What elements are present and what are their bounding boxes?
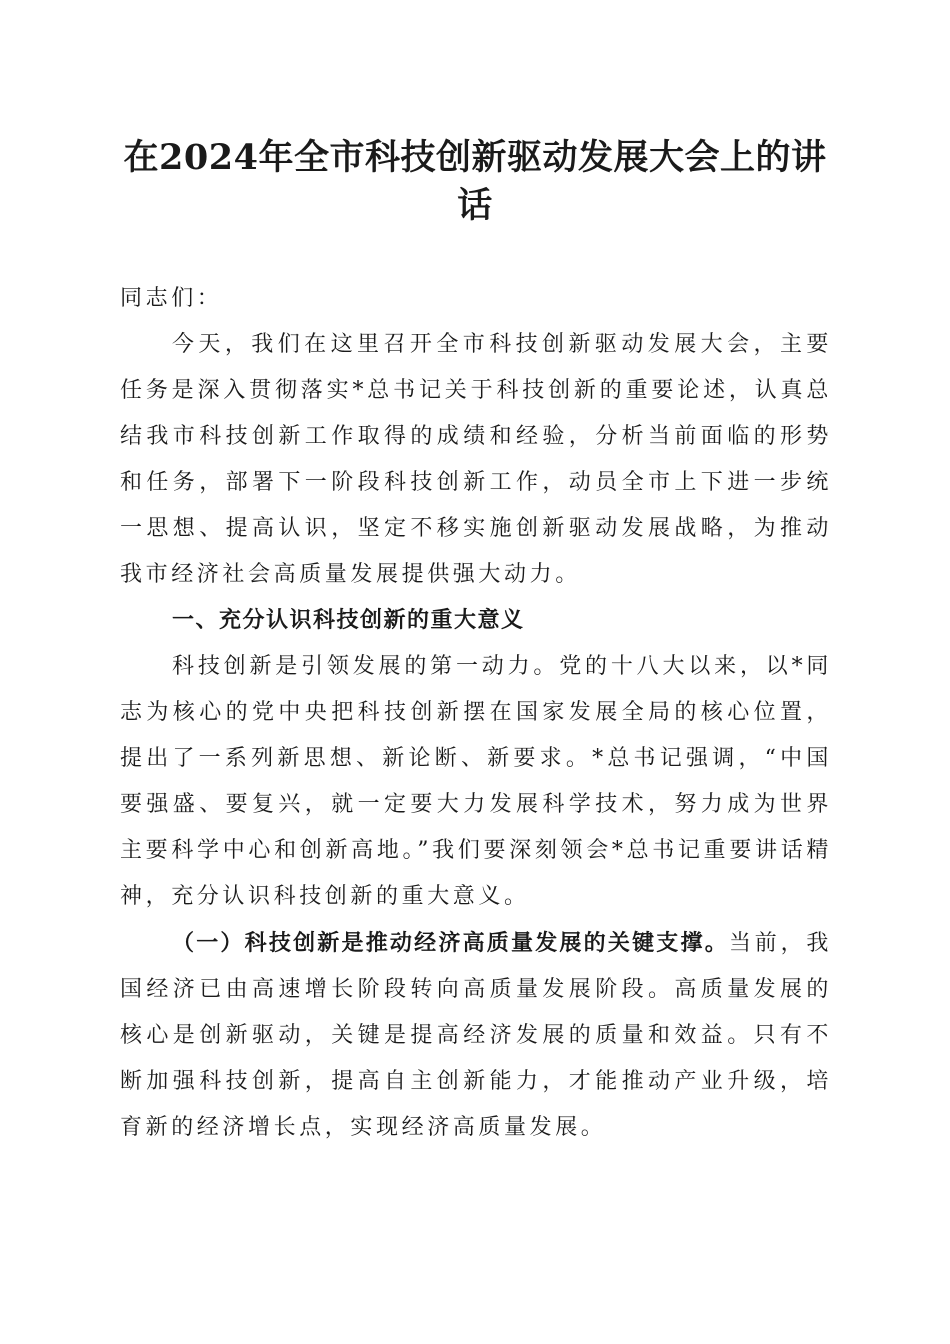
- subsection-1-text: 当前，我国经济已由高速增长阶段转向高质量发展阶段。高质量发展的核心是创新驱动，关键是提高经济发展的质量和效益。只有不断加强科技创新，提高自主创新能力，才能推动产业升级，培育新的经济增长点，实现经济高质量发展。: [120, 931, 832, 1140]
- section-heading-1: 一、充分认识科技创新的重大意义: [172, 608, 525, 633]
- intro-paragraph: 今天，我们在这里召开全市科技创新驱动发展大会，主要任务是深入贯彻落实*总书记关于科技创新的重要论述，认真总结我市科技创新工作取得的成绩和经验，分析当前面临的形势和任务，部署下一阶段科技创新工作，动员全市上下进一步统一思想、提高认识，坚定不移实施创新驱动发展战略，为推动我市经济社会高质量发展提供强大动力。: [120, 332, 832, 587]
- document-body: [120, 276, 832, 1151]
- document-title: 在2024年全市科技创新驱动发展大会上的讲话: [123, 137, 827, 226]
- subsection-1-paragraph: [120, 920, 832, 1151]
- salutation: 同志们：: [120, 286, 223, 311]
- subsection-1-lead: （一）科技创新是推动经济高质量发展的关键支撑。: [172, 930, 729, 956]
- section-1-paragraph: 科技创新是引领发展的第一动力。党的十八大以来，以*同志为核心的党中央把科技创新摆在国家发展全局的核心位置，提出了一系列新思想、新论断、新要求。*总书记强调，“中国要强盛、要复兴，就一定要大力发展科学技术，努力成为世界主要科学中心和创新高地。”我们要深刻领会*总书记重要讲话精神，充分认识科技创新的重大意义。: [120, 654, 832, 909]
